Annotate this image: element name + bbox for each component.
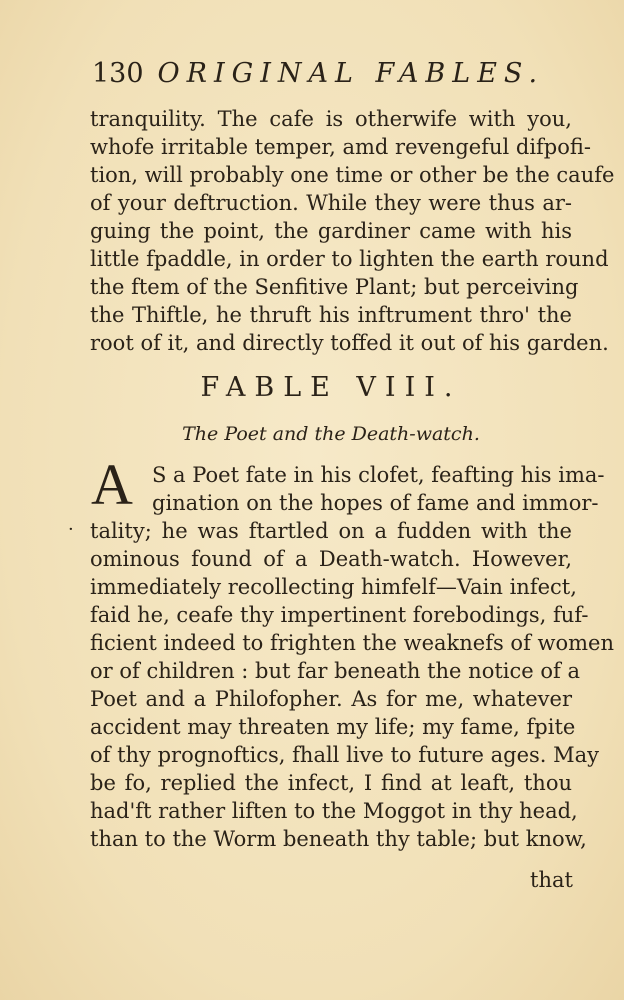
text-line: accident may threaten my life; my fame, fpite — [90, 715, 576, 739]
text-line: Poet and a Philofopher. As for me, whatever — [90, 687, 572, 711]
text-line: S a Poet fate in his clofet, feafting his ima- — [152, 463, 605, 487]
text-line: the Thiftle, he thruft his inftrument thro' the — [90, 303, 572, 327]
text-line: be fo, replied the infect, I find at leaft, thou — [90, 771, 572, 795]
text-line: faid he, ceafe thy impertinent forebodings, fuf- — [90, 603, 589, 627]
fable-heading: FABLE VIII. — [200, 372, 462, 403]
text-line: whofe irritable temper, amd revengeful difpofi- — [90, 135, 591, 159]
drop-cap: A — [91, 452, 133, 517]
text-line: tranquility. The cafe is otherwife with you, — [90, 107, 572, 131]
running-title: ORIGINAL FABLES. — [157, 58, 545, 89]
text-line: gination on the hopes of fame and immor- — [152, 491, 599, 515]
text-line: of thy prognoftics, fhall live to future ages. May — [90, 743, 600, 767]
text-line: guing the point, the gardiner came with his — [90, 219, 572, 243]
text-line: of your deftruction. While they were thus ar- — [90, 191, 572, 215]
catchword: that — [530, 868, 573, 892]
text-line: little fpaddle, in order to lighten the earth round — [90, 247, 609, 271]
text-line: tality; he was ftartled on a fudden with the — [90, 519, 572, 543]
text-line: root of it, and directly toffed it out of his garden. — [90, 331, 609, 355]
page-number: 130 — [92, 58, 144, 89]
text-line: tion, will probably one time or other be the caufe — [90, 163, 615, 187]
margin-mark: · — [68, 519, 74, 540]
running-head — [92, 58, 572, 94]
text-line: than to the Worm beneath thy table; but know, — [90, 827, 587, 851]
text-line: had'ft rather liften to the Moggot in thy head, — [90, 799, 578, 823]
text-line: ficient indeed to frighten the weaknefs of women — [90, 631, 614, 655]
fable-subtitle: The Poet and the Death-watch. — [182, 423, 480, 445]
text-line: ominous found of a Death-watch. However, — [90, 547, 572, 571]
text-line: or of children : but far beneath the notice of a — [90, 659, 580, 683]
text-line: the ftem of the Senfitive Plant; but perceiving — [90, 275, 579, 299]
text-line: immediately recollecting himfelf—Vain infect, — [90, 575, 577, 599]
